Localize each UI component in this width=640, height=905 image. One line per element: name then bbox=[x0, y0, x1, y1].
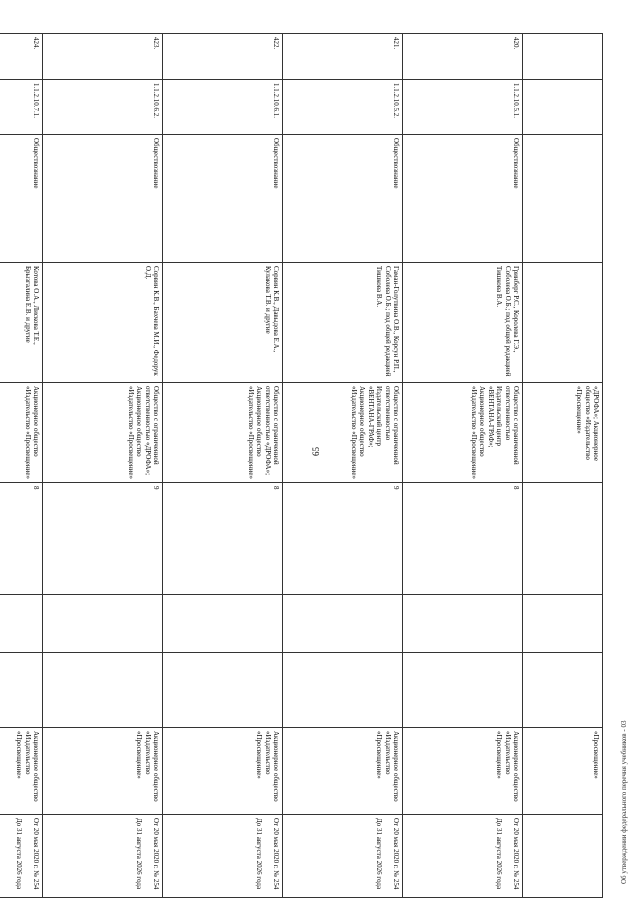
cell-blank bbox=[523, 595, 603, 653]
cell-publisher: Общество с ограниченной ответственностью «ДРОФА»; Акционерное общество «Издательство «Просвещение» bbox=[163, 383, 283, 483]
cell-blank bbox=[403, 653, 523, 728]
cell-authors: Гаман-Голутвина О.В., Корсун Р.П., Соболева О.Б.; под общей редакцией Тишкова В.А. bbox=[283, 263, 403, 383]
cell-legal-entity: Акционерное общество «Издательство «Просвещение» bbox=[0, 728, 43, 815]
cell-legal-entity: «Просвещение» bbox=[523, 728, 603, 815]
cell-authors: Котова О.А., Лискова Т.Е., Брызгалина Е.В. и другие bbox=[0, 263, 43, 383]
cell-deadline: До 31 августа 2026 года bbox=[15, 818, 24, 890]
cell-code: 1.1.2.10.7.1. bbox=[0, 80, 43, 135]
cell-publisher: «ДРОФА»; Акционерное общество «Издательство «Просвещение» bbox=[523, 383, 603, 483]
footer-note: Об утверждении федерального перечня учебников - 03 bbox=[620, 720, 628, 884]
cell-deadline: До 31 августа 2026 года bbox=[495, 818, 504, 890]
cell-legal-entity: Акционерное общество «Издательство «Просвещение» bbox=[283, 728, 403, 815]
textbook-table-rotated bbox=[15, 33, 603, 890]
cell-blank bbox=[523, 483, 603, 595]
table-row bbox=[163, 34, 283, 898]
cell-order: От 20 мая 2020 г. № 254 До 31 августа 2026 года bbox=[283, 815, 403, 898]
cell-code: 1.1.2.10.6.1. bbox=[163, 80, 283, 135]
cell-deadline: До 31 августа 2026 года bbox=[375, 818, 384, 890]
cell-code: 1.1.2.10.5.2. bbox=[283, 80, 403, 135]
cell-blank bbox=[403, 595, 523, 653]
cell-order: От 20 мая 2020 г. № 254 До 31 августа 2026 года bbox=[163, 815, 283, 898]
cell-number: 422. bbox=[163, 34, 283, 80]
cell-subject: Обществознание bbox=[163, 135, 283, 263]
cell-code: 1.1.2.10.5.1. bbox=[403, 80, 523, 135]
cell-blank bbox=[163, 653, 283, 728]
textbook-table bbox=[0, 33, 603, 898]
cell-blank bbox=[43, 595, 163, 653]
table-row bbox=[403, 34, 523, 898]
cell-blank bbox=[283, 653, 403, 728]
cell-authors: Сорвин К.В., Бахчева М.И., Федорук О.Д. bbox=[43, 263, 163, 383]
cell-blank bbox=[283, 595, 403, 653]
cell-deadline: До 31 августа 2026 года bbox=[255, 818, 264, 890]
table-row bbox=[43, 34, 163, 898]
cell-number: 421. bbox=[283, 34, 403, 80]
cell-publisher: Общество с ограниченной ответственностью «ДРОФА»; Акционерное общество «Издательство «Просвещение» bbox=[43, 383, 163, 483]
cell-grade: 8 bbox=[403, 483, 523, 595]
cell-order: От 20 мая 2020 г. № 254 До 31 августа 2026 года bbox=[43, 815, 163, 898]
cell-grade: 9 bbox=[43, 483, 163, 595]
cell-blank bbox=[0, 595, 43, 653]
cell-publisher: Общество с ограниченной ответственностью Издательский центр «ВЕНТАНА-ГРАФ»; Акционерное общество «Издательство «Просвещение» bbox=[403, 383, 523, 483]
cell-code: 1.1.2.10.6.2. bbox=[43, 80, 163, 135]
cell-order: От 20 мая 2020 г. № 254 До 31 августа 2026 года bbox=[403, 815, 523, 898]
cell-blank bbox=[523, 263, 603, 383]
page-number: 65 bbox=[311, 447, 321, 456]
cell-grade: 8 bbox=[163, 483, 283, 595]
cell-legal-entity: Акционерное общество «Издательство «Просвещение» bbox=[43, 728, 163, 815]
table-row bbox=[0, 34, 43, 898]
cell-publisher: Общество с ограниченной ответственностью Издательский центр «ВЕНТАНА-ГРАФ»; Акционерное общество «Издательство «Просвещение» bbox=[283, 383, 403, 483]
cell-blank bbox=[0, 653, 43, 728]
cell-subject: Обществознание bbox=[283, 135, 403, 263]
cell-authors: Сорвин К.В., Давыдова Е.А., Кулакова Т.В. и другие bbox=[163, 263, 283, 383]
cell-publisher: Акционерное общество «Издательство «Просвещение» bbox=[0, 383, 43, 483]
cell-number: 423. bbox=[43, 34, 163, 80]
cell-blank bbox=[523, 34, 603, 80]
cell-blank bbox=[523, 653, 603, 728]
cell-blank bbox=[523, 80, 603, 135]
cell-legal-entity: Акционерное общество «Издательство «Просвещение» bbox=[403, 728, 523, 815]
cell-subject: Обществознание bbox=[0, 135, 43, 263]
cell-number: 420. bbox=[403, 34, 523, 80]
cell-blank bbox=[523, 135, 603, 263]
cell-blank bbox=[163, 595, 283, 653]
cell-grade: 8 bbox=[0, 483, 43, 595]
table-row bbox=[283, 34, 403, 898]
cell-blank bbox=[43, 653, 163, 728]
cell-grade: 9 bbox=[283, 483, 403, 595]
cell-order: От 20 мая 2020 г. № 254 До 31 августа 2026 года bbox=[0, 815, 43, 898]
cell-legal-entity: Акционерное общество «Издательство «Просвещение» bbox=[163, 728, 283, 815]
cell-deadline: До 31 августа 2026 года bbox=[135, 818, 144, 890]
table-row-continuation bbox=[523, 34, 603, 898]
cell-subject: Обществознание bbox=[403, 135, 523, 263]
cell-subject: Обществознание bbox=[43, 135, 163, 263]
cell-blank bbox=[523, 815, 603, 898]
cell-number: 424. bbox=[0, 34, 43, 80]
cell-authors: Гринберг Р.С., Королева Г.Э., Соболева О.Б.; под общей редакцией Тишкова В.А. bbox=[403, 263, 523, 383]
